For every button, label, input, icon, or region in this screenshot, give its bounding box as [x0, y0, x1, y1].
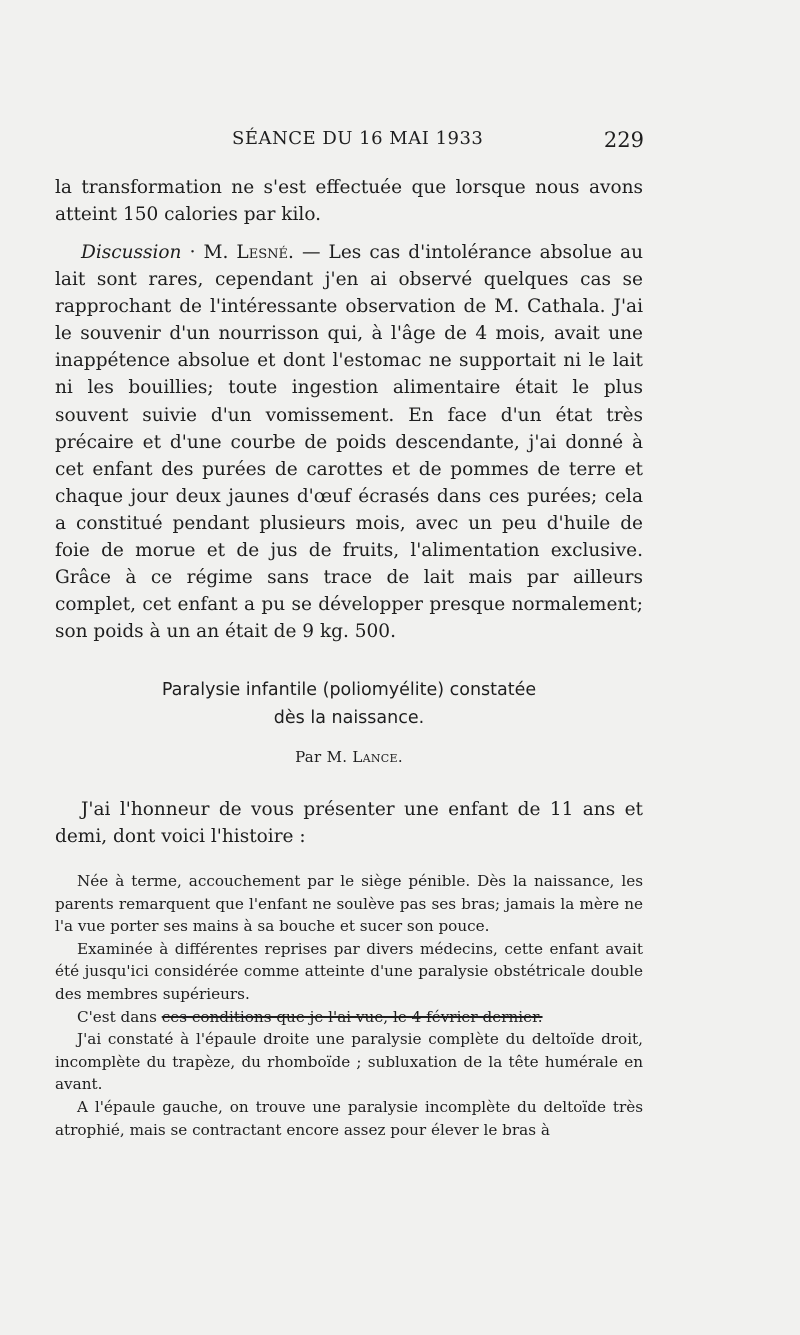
case-note-3-struck: ces conditions que je l'ai vue, le 4 février dernier. — [161, 1007, 543, 1026]
discussion-separator: · — [181, 242, 204, 263]
paragraph-continuation — [55, 174, 643, 228]
case-note-3 — [55, 1006, 643, 1029]
discussion-paragraph — [55, 239, 643, 645]
case-note-5: A l'épaule gauche, on trouve une paralysie incomplète du deltoïde très atrophié, mais se contractant encore assez pour élever le bras à — [55, 1097, 643, 1139]
intro-paragraph — [55, 796, 643, 850]
page-number: 229 — [603, 128, 644, 152]
paragraph-1-text: la transformation ne s'est effectuée que lorsque nous avons atteint 150 calories par kilo. — [55, 177, 643, 226]
discussion-text — [55, 239, 643, 645]
discussion-speaker: M. Lesné. — [203, 242, 294, 263]
discussion-body: — Les cas d'intolérance absolue au lait sont rares, cependant j'en ai observé quelques cas se rapprochant de l'intéressante observation de M. Cathala. J'ai le souvenir d'un nourrisson qui, à l'âge de 4 mois, avait une inappétence absolue et dont l'estomac ne supportait ni le lait ni les bouillies; toute ingestion alimentaire était le plus souvent suivie d'un vomissement. En face d'un état très précaire et d'une courbe de poids descendante, j'ai donné à cet enfant des purées de carottes et de pommes de terre et chaque jour deux jaunes d'œuf écrasés dans ces purées; cela a constitué pendant plusieurs mois, avec un peu d'huile de foie de morue et de jus de fruits, l'alimentation exclusive. Grâce à ce régime sans trace de lait mais par ailleurs complet, cet enfant a pu se développer presque normalement; son poids à un an était de 9 kg. 500. — [55, 242, 643, 643]
author-byline — [55, 748, 643, 766]
case-note-1: Née à terme, accouchement par le siège pénible. Dès la naissance, les parents remarquent que l'enfant ne soulève pas ses bras; jamais la mère ne l'a vue porter ses mains à sa bouche et sucer son pouce. — [55, 872, 643, 936]
case-note-2: Examinée à différentes reprises par divers médecins, cette enfant avait été jusqu'ici considérée comme atteinte d'une paralysie obstétricale double des membres supérieurs. — [55, 939, 643, 1003]
case-note-4: J'ai constaté à l'épaule droite une paralysie complète du deltoïde droit, incomplète du trapèze, du rhomboïde ; subluxation de la tête humérale en avant. — [55, 1030, 643, 1094]
page-header — [232, 128, 644, 158]
case-notes — [55, 870, 643, 1141]
running-title: SÉANCE DU 16 MAI 1933 — [232, 128, 484, 149]
section-title-line-1: Paralysie infantile (poliomyélite) constatée — [161, 680, 537, 700]
case-note-3-start: C'est dans — [77, 1007, 162, 1026]
section-title-line-2: dès la naissance. — [273, 708, 425, 728]
section-title — [55, 676, 643, 732]
byline-prefix: Par M. — [295, 748, 353, 766]
intro-text: J'ai l'honneur de vous présenter une enfant de 11 ans et demi, dont voici l'histoire : — [55, 799, 643, 848]
byline-author: Lance. — [352, 748, 403, 766]
discussion-label: Discussion — [81, 242, 182, 263]
